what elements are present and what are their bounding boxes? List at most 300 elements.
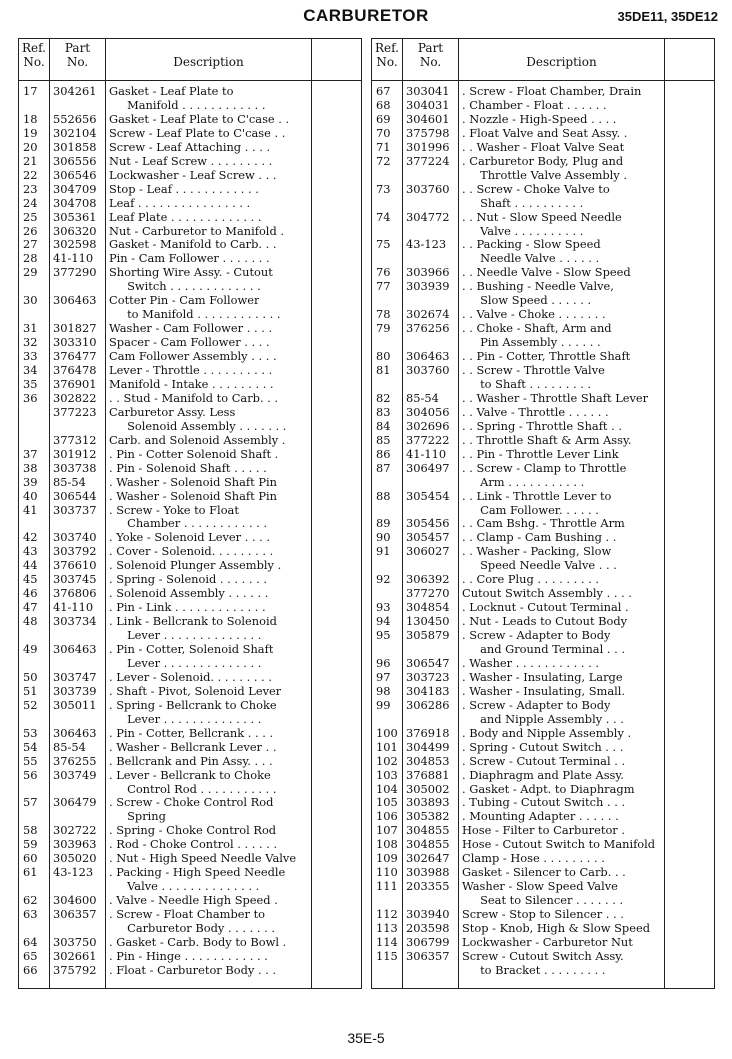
ref-cell: 59 [23, 837, 38, 852]
part-number-cell: 301996 [406, 139, 450, 154]
description-cell: Carburetor Assy. Less [109, 405, 236, 419]
description-cell: to Shaft . . . . . . . . . [462, 377, 592, 391]
part-number-cell: 377290 [53, 265, 97, 280]
ref-cell: 45 [23, 572, 38, 587]
part-number-cell: 377224 [406, 153, 450, 168]
ref-cell: 53 [23, 725, 38, 740]
part-number-cell: 305020 [53, 851, 97, 866]
ref-cell: 32 [23, 335, 38, 350]
ref-cell: 105 [376, 795, 398, 810]
description-cell: . Screw - Float Chamber to [109, 908, 266, 922]
description-cell: and Nipple Assembly . . . [462, 712, 624, 726]
description-cell: . Yoke - Solenoid Lever . . . . [109, 531, 271, 545]
part-number-cell: 306463 [53, 725, 97, 740]
description-cell: Gasket - Manifold to Carb. . . [109, 238, 277, 252]
description-cell: Lever . . . . . . . . . . . . . . [109, 629, 262, 643]
description-cell: . Diaphragm and Plate Assy. [462, 768, 624, 782]
ref-cell: 87 [376, 460, 391, 475]
ref-cell: 38 [23, 460, 38, 475]
table-row [372, 238, 714, 252]
page-number: 35E-5 [347, 1030, 385, 1046]
description-cell: . . Choke - Shaft, Arm and [462, 322, 612, 336]
description-cell: Cam Follower. . . . . . [462, 503, 599, 517]
table-row [372, 378, 714, 392]
part-number-cell: 377223 [53, 404, 97, 419]
part-number-cell: 306546 [53, 167, 97, 182]
ref-cell: 67 [376, 84, 391, 98]
table-row [19, 922, 361, 936]
table-row [19, 336, 361, 350]
ref-cell: 48 [23, 614, 38, 629]
description-cell: Pin - Cam Follower . . . . . . . [109, 252, 270, 266]
table-row [19, 838, 361, 852]
ref-cell: 90 [376, 530, 391, 545]
ref-cell: 37 [23, 446, 38, 461]
description-cell: and Ground Terminal . . . [462, 643, 625, 656]
part-number-cell: 303740 [53, 530, 97, 545]
part-number-cell: 375792 [53, 962, 97, 977]
part-number-cell: 305382 [406, 809, 450, 824]
part-number-cell: 303988 [406, 865, 450, 880]
part-number-cell: 376255 [53, 753, 97, 768]
part-number-cell: 305456 [406, 516, 450, 531]
ref-cell: 33 [23, 349, 38, 364]
part-number-cell: 41-110 [406, 446, 447, 461]
part-number-cell: 376806 [53, 586, 97, 601]
description-cell: Cam Follower Assembly . . . . [109, 350, 277, 364]
ref-cell: 29 [23, 265, 38, 280]
ref-cell: 104 [376, 781, 398, 796]
table-row [19, 727, 361, 741]
ref-cell: 22 [23, 167, 38, 182]
part-number-cell: 304261 [53, 84, 97, 98]
part-number-cell: 376901 [53, 376, 97, 391]
table-row [19, 378, 361, 392]
ref-cell: 111 [376, 879, 398, 894]
description-cell: . Screw - Float Chamber, Drain [462, 85, 642, 98]
table-row [372, 85, 714, 99]
description-cell: . . Bushing - Needle Valve, [462, 280, 614, 294]
table-row [19, 113, 361, 127]
description-cell: Lever . . . . . . . . . . . . . . [109, 712, 262, 726]
description-cell: Carb. and Solenoid Assembly . [109, 433, 286, 447]
table-row [19, 392, 361, 406]
page-title: CARBURETOR [303, 6, 429, 25]
table-row [372, 657, 714, 671]
description-cell: . . Pin - Throttle Lever Link [462, 447, 619, 461]
ref-cell: 62 [23, 893, 38, 908]
ref-cell: 24 [23, 195, 38, 210]
description-cell: . Bellcrank and Pin Assy. . . . [109, 754, 273, 768]
part-number-cell: 302647 [406, 851, 450, 866]
description-cell: Screw - Leaf Plate to C'case . . [109, 126, 286, 140]
description-cell: to Bracket . . . . . . . . . [462, 963, 606, 977]
ref-cell: 80 [376, 349, 391, 364]
table-row [19, 266, 361, 280]
table-row [19, 504, 361, 518]
table-row [372, 950, 714, 964]
part-number-cell: 377270 [406, 586, 450, 601]
table-row [372, 141, 714, 155]
description-cell: Shorting Wire Assy. - Cutout [109, 266, 273, 280]
description-cell: . . Washer - Packing, Slow [462, 545, 612, 559]
table-row [19, 783, 361, 797]
part-number-cell: 305457 [406, 530, 450, 545]
table-row [19, 643, 361, 657]
description-cell: . Valve - Needle High Speed . [109, 894, 278, 908]
ref-cell: 74 [376, 209, 391, 224]
table-row [372, 420, 714, 434]
table-row [372, 113, 714, 127]
table-row [372, 866, 714, 880]
description-cell: . . Stud - Manifold to Carb. . . [109, 391, 279, 405]
ref-cell: 42 [23, 530, 38, 545]
table-row [372, 406, 714, 420]
part-number-cell: 304855 [406, 837, 450, 852]
table-row [372, 308, 714, 322]
table-row [372, 755, 714, 769]
table-row [372, 838, 714, 852]
description-cell: Washer - Cam Follower . . . . [109, 322, 273, 336]
table-row [19, 322, 361, 336]
table-row [372, 796, 714, 810]
part-number-cell: 376478 [53, 363, 97, 377]
description-cell: . . Clamp - Cam Bushing . . [462, 531, 617, 545]
table-row [372, 183, 714, 197]
ref-cell: 84 [376, 418, 391, 433]
part-number-cell: 303760 [406, 363, 450, 377]
description-cell: . Washer - Bellcrank Lever . . [109, 740, 277, 754]
part-number-cell: 130450 [406, 614, 450, 629]
part-number-cell: 306357 [53, 907, 97, 922]
description-cell: Valve . . . . . . . . . . . . . . [109, 880, 260, 894]
part-number-cell: 306286 [406, 697, 450, 712]
parts-table-left [18, 38, 362, 989]
part-number-cell: 41-110 [53, 600, 94, 615]
part-number-cell: 306463 [53, 293, 97, 308]
description-cell: Slow Speed . . . . . . [462, 294, 592, 308]
ref-header: Ref. No. [22, 41, 46, 69]
description-cell: Manifold - Intake . . . . . . . . . [109, 377, 274, 391]
table-row [372, 601, 714, 615]
table-row [372, 559, 714, 573]
description-cell: Nut - Carburetor to Manifold . [109, 224, 284, 238]
part-number-cell: 85-54 [53, 474, 86, 489]
table-row [372, 922, 714, 936]
part-number-cell: 376256 [406, 321, 450, 336]
table-row [372, 531, 714, 545]
table-row [19, 448, 361, 462]
part-number-cell: 302598 [53, 237, 97, 252]
table-row [372, 727, 714, 741]
table-row [372, 671, 714, 685]
ref-cell: 68 [376, 97, 391, 112]
part-number-cell: 303760 [406, 181, 450, 196]
table-row [19, 894, 361, 908]
part-number-cell: 303310 [53, 335, 97, 350]
ref-cell: 92 [376, 572, 391, 587]
description-cell: . Lever - Bellcrank to Choke [109, 768, 271, 782]
description-cell: Seat to Silencer . . . . . . . [462, 894, 624, 908]
description-cell: . Tubing - Cutout Switch . . . [462, 796, 626, 810]
part-number-cell: 303745 [53, 572, 97, 587]
part-number-cell: 302822 [53, 390, 97, 405]
table-row [19, 685, 361, 699]
table-row [19, 796, 361, 810]
part-number-cell: 304854 [406, 600, 450, 615]
description-cell: . Washer - Insulating, Large [462, 670, 623, 684]
part-number-cell: 304709 [53, 181, 97, 196]
part-number-cell: 305011 [53, 697, 97, 712]
table-row [19, 364, 361, 378]
ref-cell: 77 [376, 279, 391, 294]
table-row [372, 462, 714, 476]
ref-cell: 79 [376, 321, 391, 336]
table-row [372, 894, 714, 908]
part-number-cell: 303041 [406, 84, 450, 98]
ref-cell: 109 [376, 851, 398, 866]
part-number-cell: 377222 [406, 432, 450, 447]
table-row [372, 699, 714, 713]
part-number-cell: 85-54 [53, 739, 86, 754]
table-row [372, 266, 714, 280]
ref-cell: 60 [23, 851, 38, 866]
description-cell: . . Packing - Slow Speed [462, 238, 601, 252]
description-cell: . Spring - Choke Control Rod [109, 824, 277, 838]
table-row [372, 936, 714, 950]
description-cell: . Lever - Solenoid. . . . . . . . . [109, 670, 272, 684]
table-row [372, 741, 714, 755]
part-number-cell: 306799 [406, 934, 450, 949]
description-cell: . . Needle Valve - Slow Speed [462, 266, 631, 280]
ref-cell: 89 [376, 516, 391, 531]
table-row [372, 434, 714, 448]
table-row [19, 141, 361, 155]
table-row [19, 699, 361, 713]
part-header: Part No. [417, 41, 444, 69]
description-cell: Manifold . . . . . . . . . . . . [109, 98, 266, 112]
ref-cell: 18 [23, 111, 38, 126]
ref-cell: 107 [376, 823, 398, 838]
part-number-cell: 305879 [406, 628, 450, 643]
part-number-cell: 304499 [406, 739, 450, 754]
part-header: Part No. [64, 41, 91, 69]
table-row [372, 448, 714, 462]
ref-cell: 20 [23, 139, 38, 154]
table-row [372, 769, 714, 783]
description-cell: Pin Assembly . . . . . . [462, 336, 601, 350]
part-number-cell: 303738 [53, 460, 97, 475]
part-number-cell: 306027 [406, 544, 450, 559]
description-cell: Screw - Cutout Switch Assy. [462, 949, 624, 963]
table-row [19, 85, 361, 99]
description-cell: . . Spring - Throttle Shaft . . [462, 419, 622, 433]
description-cell: Screw - Leaf Attaching . . . . [109, 140, 271, 154]
table-row [19, 866, 361, 880]
ref-cell: 25 [23, 209, 38, 224]
description-cell: . Screw - Cutout Terminal . . [462, 754, 626, 768]
description-cell: Lockwasher - Carburetor Nut [462, 935, 633, 949]
table-row [19, 476, 361, 490]
ref-cell: 26 [23, 223, 38, 238]
description-cell: Hose - Filter to Carburetor . [462, 824, 625, 838]
ref-cell: 96 [376, 655, 391, 670]
table-row [19, 127, 361, 141]
description-cell: . . Valve - Throttle . . . . . . [462, 405, 609, 419]
description-cell: Screw - Stop to Silencer . . . [462, 908, 624, 922]
description-cell: . Pin - Solenoid Shaft . . . . . [109, 461, 267, 475]
table-row [19, 964, 361, 978]
description-cell: Needle Valve . . . . . . [462, 252, 600, 266]
table-row [19, 308, 361, 322]
table-row [372, 252, 714, 266]
ref-cell: 52 [23, 697, 38, 712]
description-cell: . Gasket - Adpt. to Diaphragm [462, 782, 635, 796]
ref-cell: 82 [376, 390, 391, 405]
part-number-cell: 304708 [53, 195, 97, 210]
description-cell: . Solenoid Assembly . . . . . . [109, 587, 269, 601]
description-cell: . Mounting Adapter . . . . . . [462, 810, 619, 824]
table-row [372, 629, 714, 643]
table-row [372, 824, 714, 838]
ref-cell: 56 [23, 767, 38, 782]
description-cell: Hose - Cutout Switch to Manifold [462, 838, 656, 852]
description-cell: Leaf . . . . . . . . . . . . . . . . [109, 196, 251, 210]
part-number-cell: 302722 [53, 823, 97, 838]
description-cell: . Screw - Adapter to Body [462, 629, 611, 643]
part-number-cell: 303792 [53, 544, 97, 559]
part-number-cell: 303939 [406, 279, 450, 294]
ref-cell: 54 [23, 739, 38, 754]
ref-header: Ref. No. [375, 41, 399, 69]
description-cell: Control Rod . . . . . . . . . . . [109, 782, 277, 796]
part-number-cell: 43-123 [53, 865, 94, 880]
description-cell: . . Screw - Clamp to Throttle [462, 461, 627, 475]
part-number-cell: 302104 [53, 125, 97, 140]
table-row [19, 294, 361, 308]
description-cell: Gasket - Leaf Plate to [109, 85, 234, 98]
part-number-cell: 303966 [406, 265, 450, 280]
description-header: Description [526, 55, 597, 69]
description-cell: . Screw - Yoke to Float [109, 503, 239, 517]
ref-cell: 61 [23, 865, 38, 880]
part-number-cell: 375798 [406, 125, 450, 140]
ref-cell: 110 [376, 865, 398, 880]
part-number-cell: 304601 [406, 111, 450, 126]
part-number-cell: 303734 [53, 614, 97, 629]
description-cell: . Body and Nipple Assembly . [462, 726, 632, 740]
ref-cell: 73 [376, 181, 391, 196]
part-number-cell: 306479 [53, 795, 97, 810]
part-number-cell: 303940 [406, 907, 450, 922]
description-cell: . . Valve - Choke . . . . . . . [462, 308, 606, 322]
description-cell: to Manifold . . . . . . . . . . . . [109, 308, 281, 322]
description-cell: Gasket - Leaf Plate to C'case . . [109, 112, 290, 126]
ref-cell: 51 [23, 683, 38, 698]
description-cell: . . Link - Throttle Lever to [462, 489, 612, 503]
part-number-cell: 203355 [406, 879, 450, 894]
description-cell: Chamber . . . . . . . . . . . . [109, 517, 268, 531]
description-cell: . Carburetor Body, Plug and [462, 154, 624, 168]
description-cell: Stop - Leaf . . . . . . . . . . . . [109, 182, 259, 196]
ref-cell: 43 [23, 544, 38, 559]
table-row [372, 783, 714, 797]
part-number-cell: 305002 [406, 781, 450, 796]
description-cell: . . Screw - Throttle Valve [462, 364, 605, 377]
table-row [19, 434, 361, 448]
description-cell: . . Screw - Choke Valve to [462, 182, 610, 196]
table-row [372, 810, 714, 824]
description-cell: . Spring - Solenoid . . . . . . . [109, 573, 268, 587]
ref-cell: 40 [23, 488, 38, 503]
table-row [372, 908, 714, 922]
ref-cell: 91 [376, 544, 391, 559]
part-number-cell: 306497 [406, 460, 450, 475]
description-cell: Washer - Slow Speed Valve [462, 880, 618, 894]
part-number-cell: 304772 [406, 209, 450, 224]
ref-cell: 19 [23, 125, 38, 140]
table-row [19, 880, 361, 894]
ref-cell: 30 [23, 293, 38, 308]
ref-cell: 103 [376, 767, 398, 782]
ref-cell: 94 [376, 614, 391, 629]
table-row [372, 545, 714, 559]
table-row [372, 587, 714, 601]
description-cell: Nut - Leaf Screw . . . . . . . . . [109, 154, 273, 168]
table-row [372, 490, 714, 504]
table-row [19, 629, 361, 643]
ref-cell: 71 [376, 139, 391, 154]
part-number-cell: 303749 [53, 767, 97, 782]
part-number-cell: 303747 [53, 669, 97, 684]
part-number-cell: 377312 [53, 432, 97, 447]
part-number-cell: 301912 [53, 446, 97, 461]
description-cell: Lockwasher - Leaf Screw . . . [109, 168, 277, 182]
part-number-cell: 303723 [406, 669, 450, 684]
ref-cell: 70 [376, 125, 391, 140]
part-number-cell: 302674 [406, 307, 450, 322]
description-cell: . Float Valve and Seat Assy. . [462, 126, 628, 140]
description-cell: . Nut - High Speed Needle Valve [109, 852, 297, 866]
table-row [19, 99, 361, 113]
part-number-cell: 306463 [406, 349, 450, 364]
description-cell: Speed Needle Valve . . . [462, 559, 617, 573]
table-row [19, 462, 361, 476]
part-number-cell: 306320 [53, 223, 97, 238]
part-number-cell: 85-54 [406, 390, 439, 405]
table-row [19, 559, 361, 573]
ref-cell: 34 [23, 363, 38, 377]
part-number-cell: 306463 [53, 642, 97, 656]
ref-cell: 102 [376, 753, 398, 768]
table-row [372, 350, 714, 364]
table-row [19, 769, 361, 783]
table-row [372, 713, 714, 727]
table-row [19, 211, 361, 225]
description-cell: Solenoid Assembly . . . . . . . [109, 419, 287, 433]
description-cell: . Float - Carburetor Body . . . [109, 963, 277, 977]
table-row [372, 517, 714, 531]
ref-cell: 44 [23, 558, 38, 573]
table-row [372, 127, 714, 141]
ref-cell: 31 [23, 321, 38, 336]
part-number-cell: 306357 [406, 948, 450, 963]
description-cell: . . Nut - Slow Speed Needle [462, 210, 622, 224]
description-cell: . Spring - Bellcrank to Choke [109, 698, 277, 712]
description-cell: . . Washer - Float Valve Seat [462, 140, 625, 154]
table-row [372, 99, 714, 113]
part-number-cell: 41-110 [53, 251, 94, 266]
